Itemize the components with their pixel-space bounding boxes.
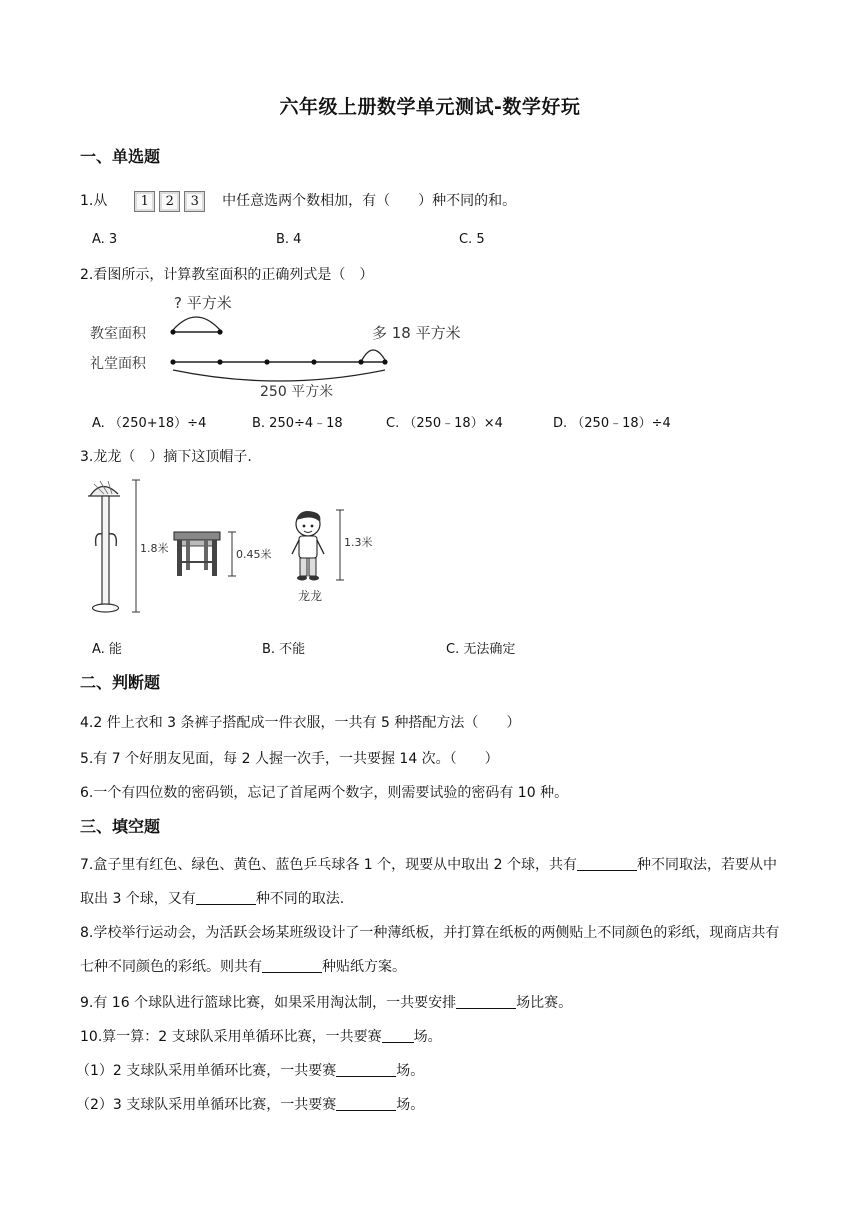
q1-option-b[interactable]: B. 4 — [276, 232, 302, 247]
question-7-part-b: 种不同取法，若要从中取出 3 个球，又有 — [80, 857, 777, 907]
question-4: 4.2 件上衣和 3 条裤子搭配成一件衣服，一共有 5 种搭配方法（ ） — [80, 715, 521, 731]
extra-label: 多 18 平方米 — [372, 324, 461, 342]
section-heading-true-false: 二、判断题 — [80, 673, 161, 692]
hall-dot-6 — [382, 359, 387, 364]
rack-height-label: 1.8米 — [140, 542, 169, 555]
boy-longlong — [292, 511, 324, 581]
question-8-part-a: 8.学校举行运动会，为活跃会场某班级设计了一种薄纸板，并打算在纸板的两侧贴上不同颜色的彩纸，现商店共有七种不同颜色的彩纸。则共有 — [80, 925, 780, 975]
question-7 — [80, 848, 780, 916]
q10-sub1-blank[interactable] — [336, 1062, 396, 1077]
question-10-part-a: 10.算一算：2 支球队采用单循环比赛，一共要赛 — [80, 1029, 382, 1045]
question-3: 3.龙龙（ ）摘下这顶帽子. — [80, 449, 252, 465]
question-9-part-b: 场比赛。 — [516, 995, 573, 1011]
q8-blank[interactable] — [262, 958, 322, 973]
rack-height-marker — [132, 480, 140, 612]
digit-card-1: 1 — [134, 191, 155, 212]
question-9 — [80, 992, 572, 1012]
height-comparison-figure — [82, 474, 382, 624]
area-comparison-diagram — [80, 290, 480, 400]
question-2: 2.看图所示，计算教室面积的正确列式是（ ） — [80, 267, 374, 283]
hall-dot-2 — [217, 359, 222, 364]
hat-rack — [88, 481, 120, 612]
question-8-part-b: 种贴纸方案。 — [322, 959, 406, 975]
digit-card-2: 2 — [159, 191, 180, 212]
classroom-dot-end — [217, 329, 222, 334]
q2-option-c[interactable]: C. （250﹣18）×4 — [386, 416, 503, 431]
digit-card-3: 3 — [184, 191, 205, 212]
page-title: 六年级上册数学单元测试-数学好玩 — [279, 96, 581, 118]
question-10-part-b: 场。 — [413, 1029, 442, 1045]
hall-dot-5 — [358, 359, 363, 364]
question-7-part-c: 种不同的取法. — [255, 891, 345, 907]
unknown-label: ? 平方米 — [174, 294, 232, 312]
hall-label: 礼堂面积 — [90, 356, 146, 372]
unknown-brace — [173, 317, 220, 330]
q10-blank[interactable] — [382, 1028, 414, 1043]
classroom-dot-start — [170, 329, 175, 334]
question-6: 6.一个有四位数的密码锁，忘记了首尾两个数字，则需要试验的密码有 10 种。 — [80, 785, 569, 801]
q9-blank[interactable] — [456, 994, 516, 1009]
hall-dot-1 — [170, 359, 175, 364]
total-brace — [173, 370, 385, 381]
q10-sub2-blank[interactable] — [336, 1096, 396, 1111]
question-10-sub-2 — [76, 1094, 424, 1114]
boy-name-label: 龙龙 — [298, 589, 323, 603]
q2-option-d[interactable]: D. （250﹣18）÷4 — [553, 416, 671, 431]
question-10-sub-2-part-b: 场。 — [396, 1097, 425, 1113]
question-1-suffix: 中任意选两个数相加，有（ ）种不同的和。 — [222, 193, 517, 209]
boy-height-label: 1.3米 — [344, 536, 373, 549]
question-10-sub-2-part-a: （2）3 支球队采用单循环比赛，一共要赛 — [76, 1097, 337, 1113]
q7-blank-2[interactable] — [196, 890, 256, 905]
question-10 — [80, 1026, 442, 1046]
section-heading-single-choice: 一、单选题 — [80, 147, 161, 166]
stool — [174, 532, 220, 576]
question-10-sub-1 — [76, 1060, 424, 1080]
stool-height-marker — [228, 532, 236, 576]
question-1-prefix: 1.从 — [80, 193, 108, 209]
q3-option-b[interactable]: B. 不能 — [262, 642, 306, 657]
q1-option-c[interactable]: C. 5 — [459, 232, 485, 247]
hall-dot-4 — [311, 359, 316, 364]
total-label: 250 平方米 — [260, 384, 334, 400]
q7-blank-1[interactable] — [577, 856, 637, 871]
question-8 — [80, 916, 780, 984]
q1-option-a[interactable]: A. 3 — [92, 232, 118, 247]
classroom-label: 教室面积 — [90, 326, 146, 342]
q2-option-b[interactable]: B. 250÷4﹣18 — [252, 416, 343, 431]
question-10-sub-1-part-b: 场。 — [396, 1063, 425, 1079]
question-5: 5.有 7 个好朋友见面，每 2 人握一次手，一共要握 14 次。（ ） — [80, 751, 499, 767]
q2-option-a[interactable]: A. （250+18）÷4 — [92, 416, 207, 431]
question-10-sub-1-part-a: （1）2 支球队采用单循环比赛，一共要赛 — [76, 1063, 337, 1079]
stool-height-label: 0.45米 — [236, 548, 272, 561]
section-heading-fill-in: 三、填空题 — [80, 817, 161, 836]
q3-option-a[interactable]: A. 能 — [92, 642, 122, 657]
extra-brace — [362, 350, 385, 360]
q3-option-c[interactable]: C. 无法确定 — [446, 642, 516, 657]
hall-dot-3 — [264, 359, 269, 364]
boy-height-marker — [336, 510, 344, 580]
question-9-part-a: 9.有 16 个球队进行篮球比赛，如果采用淘汰制，一共要安排 — [80, 995, 457, 1011]
question-7-part-a: 7.盒子里有红色、绿色、黄色、蓝色乒乓球各 1 个，现要从中取出 2 个球，共有 — [80, 857, 577, 873]
question-1 — [80, 190, 516, 212]
